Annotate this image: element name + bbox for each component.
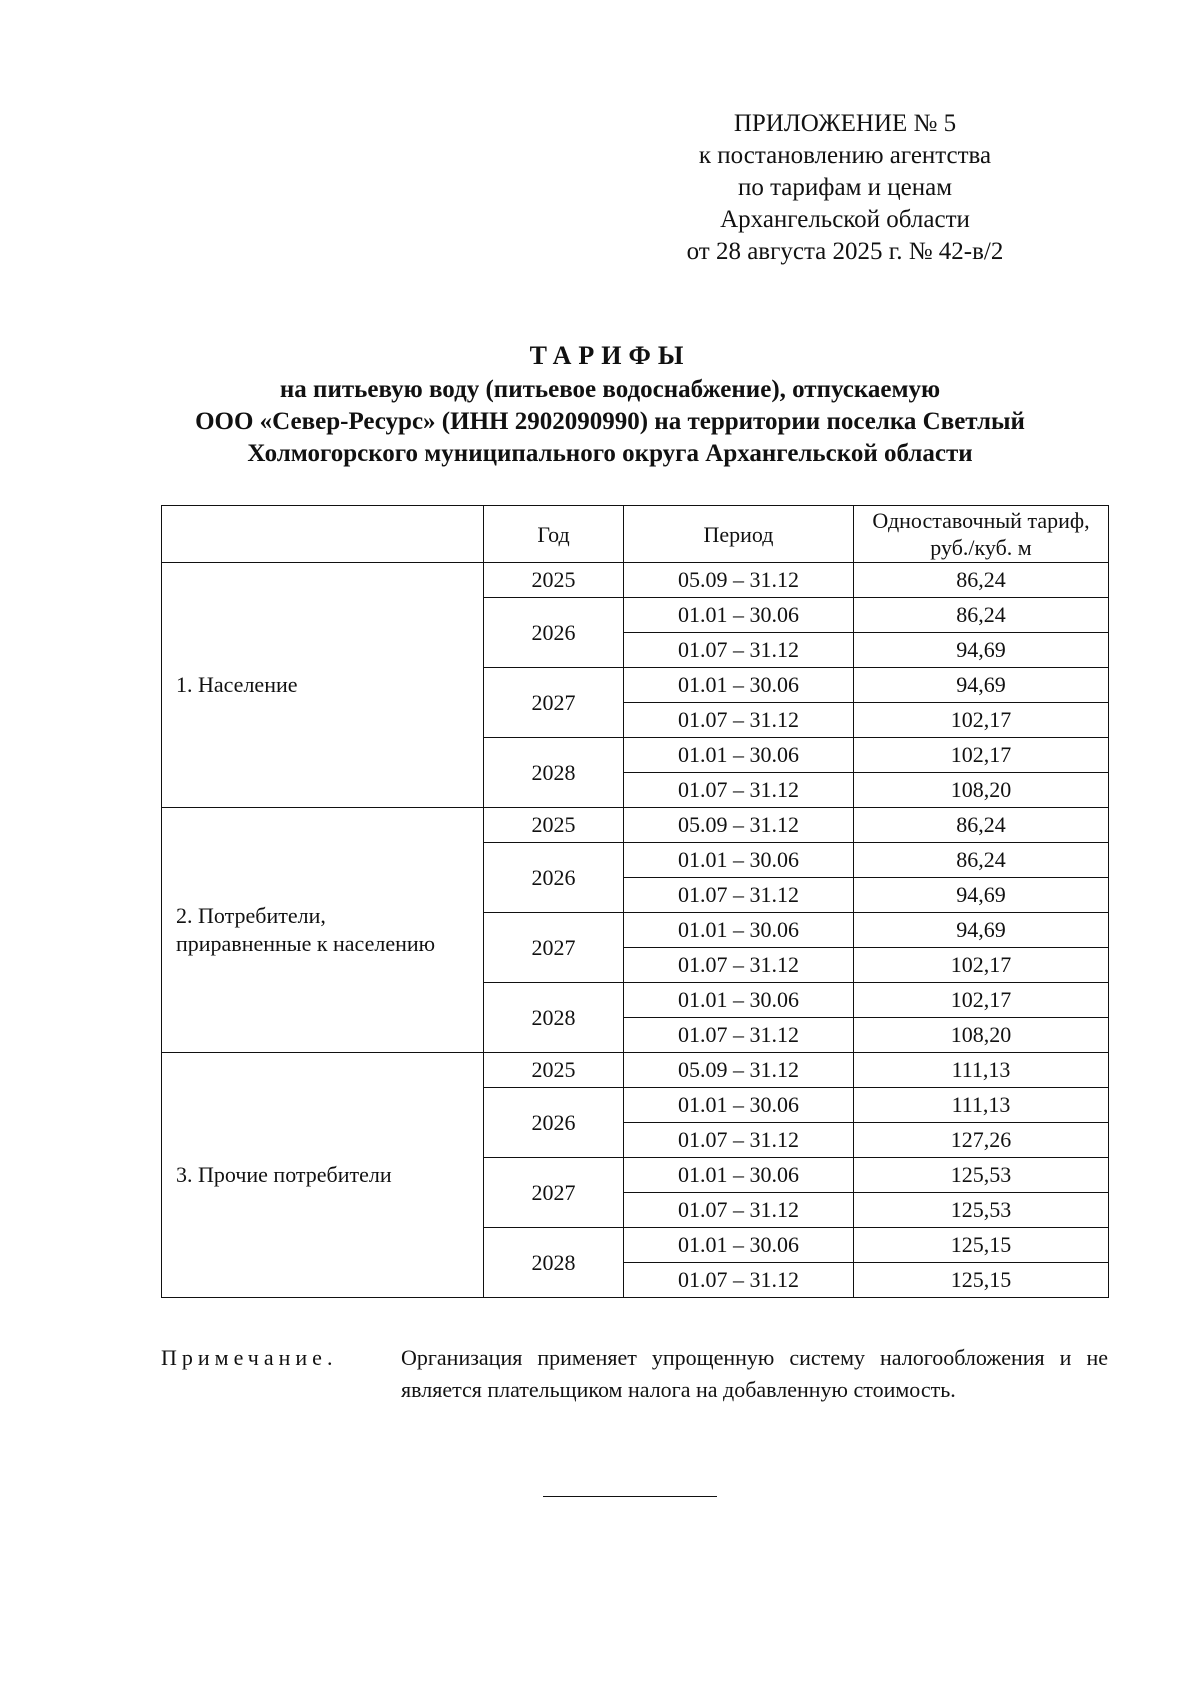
period-cell: 01.07 – 31.12 — [624, 773, 854, 808]
period-cell: 01.01 – 30.06 — [624, 843, 854, 878]
period-cell: 01.07 – 31.12 — [624, 633, 854, 668]
tariff-cell: 94,69 — [854, 913, 1109, 948]
category-label: 2. Потребители, — [176, 903, 326, 928]
tariff-cell: 86,24 — [854, 563, 1109, 598]
table-row — [162, 563, 1109, 598]
category-label: 1. Население — [176, 672, 298, 697]
period-cell: 01.07 – 31.12 — [624, 1193, 854, 1228]
period-cell: 01.01 – 30.06 — [624, 1088, 854, 1123]
year-cell: 2028 — [484, 738, 624, 808]
period-cell: 01.01 – 30.06 — [624, 598, 854, 633]
title-heading: ТАРИФЫ — [529, 341, 691, 370]
document-title — [130, 340, 1090, 470]
period-cell: 01.07 – 31.12 — [624, 703, 854, 738]
period-cell: 01.07 – 31.12 — [624, 1018, 854, 1053]
title-line: на питьевую воду (питьевое водоснабжение), отпускаемую — [279, 376, 941, 403]
tariff-cell: 102,17 — [854, 948, 1109, 983]
header-year: Год — [484, 506, 624, 563]
tariff-cell: 94,69 — [854, 633, 1109, 668]
header-tariff-unit: руб./куб. м — [930, 535, 1032, 560]
category-cell — [162, 1053, 484, 1298]
period-cell: 05.09 – 31.12 — [624, 808, 854, 843]
tariff-cell: 102,17 — [854, 738, 1109, 773]
header-tariff — [854, 506, 1109, 563]
table-header-row — [162, 506, 1109, 563]
period-cell: 01.07 – 31.12 — [624, 1123, 854, 1158]
year-cell: 2026 — [484, 598, 624, 668]
period-cell: 01.01 – 30.06 — [624, 738, 854, 773]
tariff-cell: 86,24 — [854, 808, 1109, 843]
tariff-cell: 111,13 — [854, 1088, 1109, 1123]
tariff-table-body — [162, 563, 1109, 1298]
appendix-line: по тарифам и ценам — [737, 174, 953, 201]
appendix-line: к постановлению агентства — [698, 142, 992, 169]
appendix-date: от 28 августа 2025 г. № 42-в/2 — [686, 238, 1004, 265]
tariff-cell: 108,20 — [854, 773, 1109, 808]
period-cell: 01.01 – 30.06 — [624, 1158, 854, 1193]
tariff-cell: 108,20 — [854, 1018, 1109, 1053]
tariff-cell: 125,15 — [854, 1228, 1109, 1263]
appendix-line: Архангельской области — [720, 206, 970, 233]
table-row — [162, 808, 1109, 843]
tariff-cell: 102,17 — [854, 703, 1109, 738]
category-label: приравненные к населению — [176, 931, 436, 956]
year-cell: 2027 — [484, 1158, 624, 1228]
tariff-cell: 102,17 — [854, 983, 1109, 1018]
period-cell: 01.01 – 30.06 — [624, 983, 854, 1018]
tariff-cell: 86,24 — [854, 598, 1109, 633]
tariff-cell: 111,13 — [854, 1053, 1109, 1088]
category-label: 3. Прочие потребители — [176, 1162, 392, 1187]
tariff-cell: 125,53 — [854, 1193, 1109, 1228]
period-cell: 05.09 – 31.12 — [624, 1053, 854, 1088]
year-cell: 2027 — [484, 668, 624, 738]
year-cell: 2026 — [484, 843, 624, 913]
year-cell: 2025 — [484, 1053, 624, 1088]
period-cell: 01.01 – 30.06 — [624, 913, 854, 948]
category-cell — [162, 808, 484, 1053]
period-cell: 01.01 – 30.06 — [624, 668, 854, 703]
note-text: Организация применяет упрощенную систему налогообложения и не является плательщиком налога на добавленную стоимость. — [401, 1345, 1108, 1402]
tariff-cell: 94,69 — [854, 668, 1109, 703]
period-cell: 01.07 – 31.12 — [624, 1263, 854, 1298]
header-period: Период — [624, 506, 854, 563]
tariff-cell: 127,26 — [854, 1123, 1109, 1158]
note-label: Примечание. — [161, 1345, 338, 1370]
year-cell: 2025 — [484, 563, 624, 598]
appendix-block — [640, 108, 1050, 268]
year-cell: 2025 — [484, 808, 624, 843]
category-cell — [162, 563, 484, 808]
period-cell: 01.01 – 30.06 — [624, 1228, 854, 1263]
tariff-cell: 94,69 — [854, 878, 1109, 913]
year-cell: 2027 — [484, 913, 624, 983]
tariff-cell: 125,53 — [854, 1158, 1109, 1193]
tariff-table — [161, 505, 1109, 1298]
tariff-cell: 125,15 — [854, 1263, 1109, 1298]
period-cell: 01.07 – 31.12 — [624, 948, 854, 983]
title-line: Холмогорского муниципального округа Архангельской области — [247, 440, 973, 467]
appendix-number: ПРИЛОЖЕНИЕ № 5 — [733, 110, 957, 137]
title-line: ООО «Север-Ресурс» (ИНН 2902090990) на территории поселка Светлый — [195, 408, 1025, 435]
end-divider — [543, 1496, 717, 1497]
period-cell: 01.07 – 31.12 — [624, 878, 854, 913]
header-tariff-line: Одноставочный тариф, — [872, 508, 1090, 533]
header-category — [162, 506, 484, 563]
period-cell: 05.09 – 31.12 — [624, 563, 854, 598]
year-cell: 2026 — [484, 1088, 624, 1158]
year-cell: 2028 — [484, 983, 624, 1053]
table-row — [162, 1053, 1109, 1088]
tariff-cell: 86,24 — [854, 843, 1109, 878]
year-cell: 2028 — [484, 1228, 624, 1298]
